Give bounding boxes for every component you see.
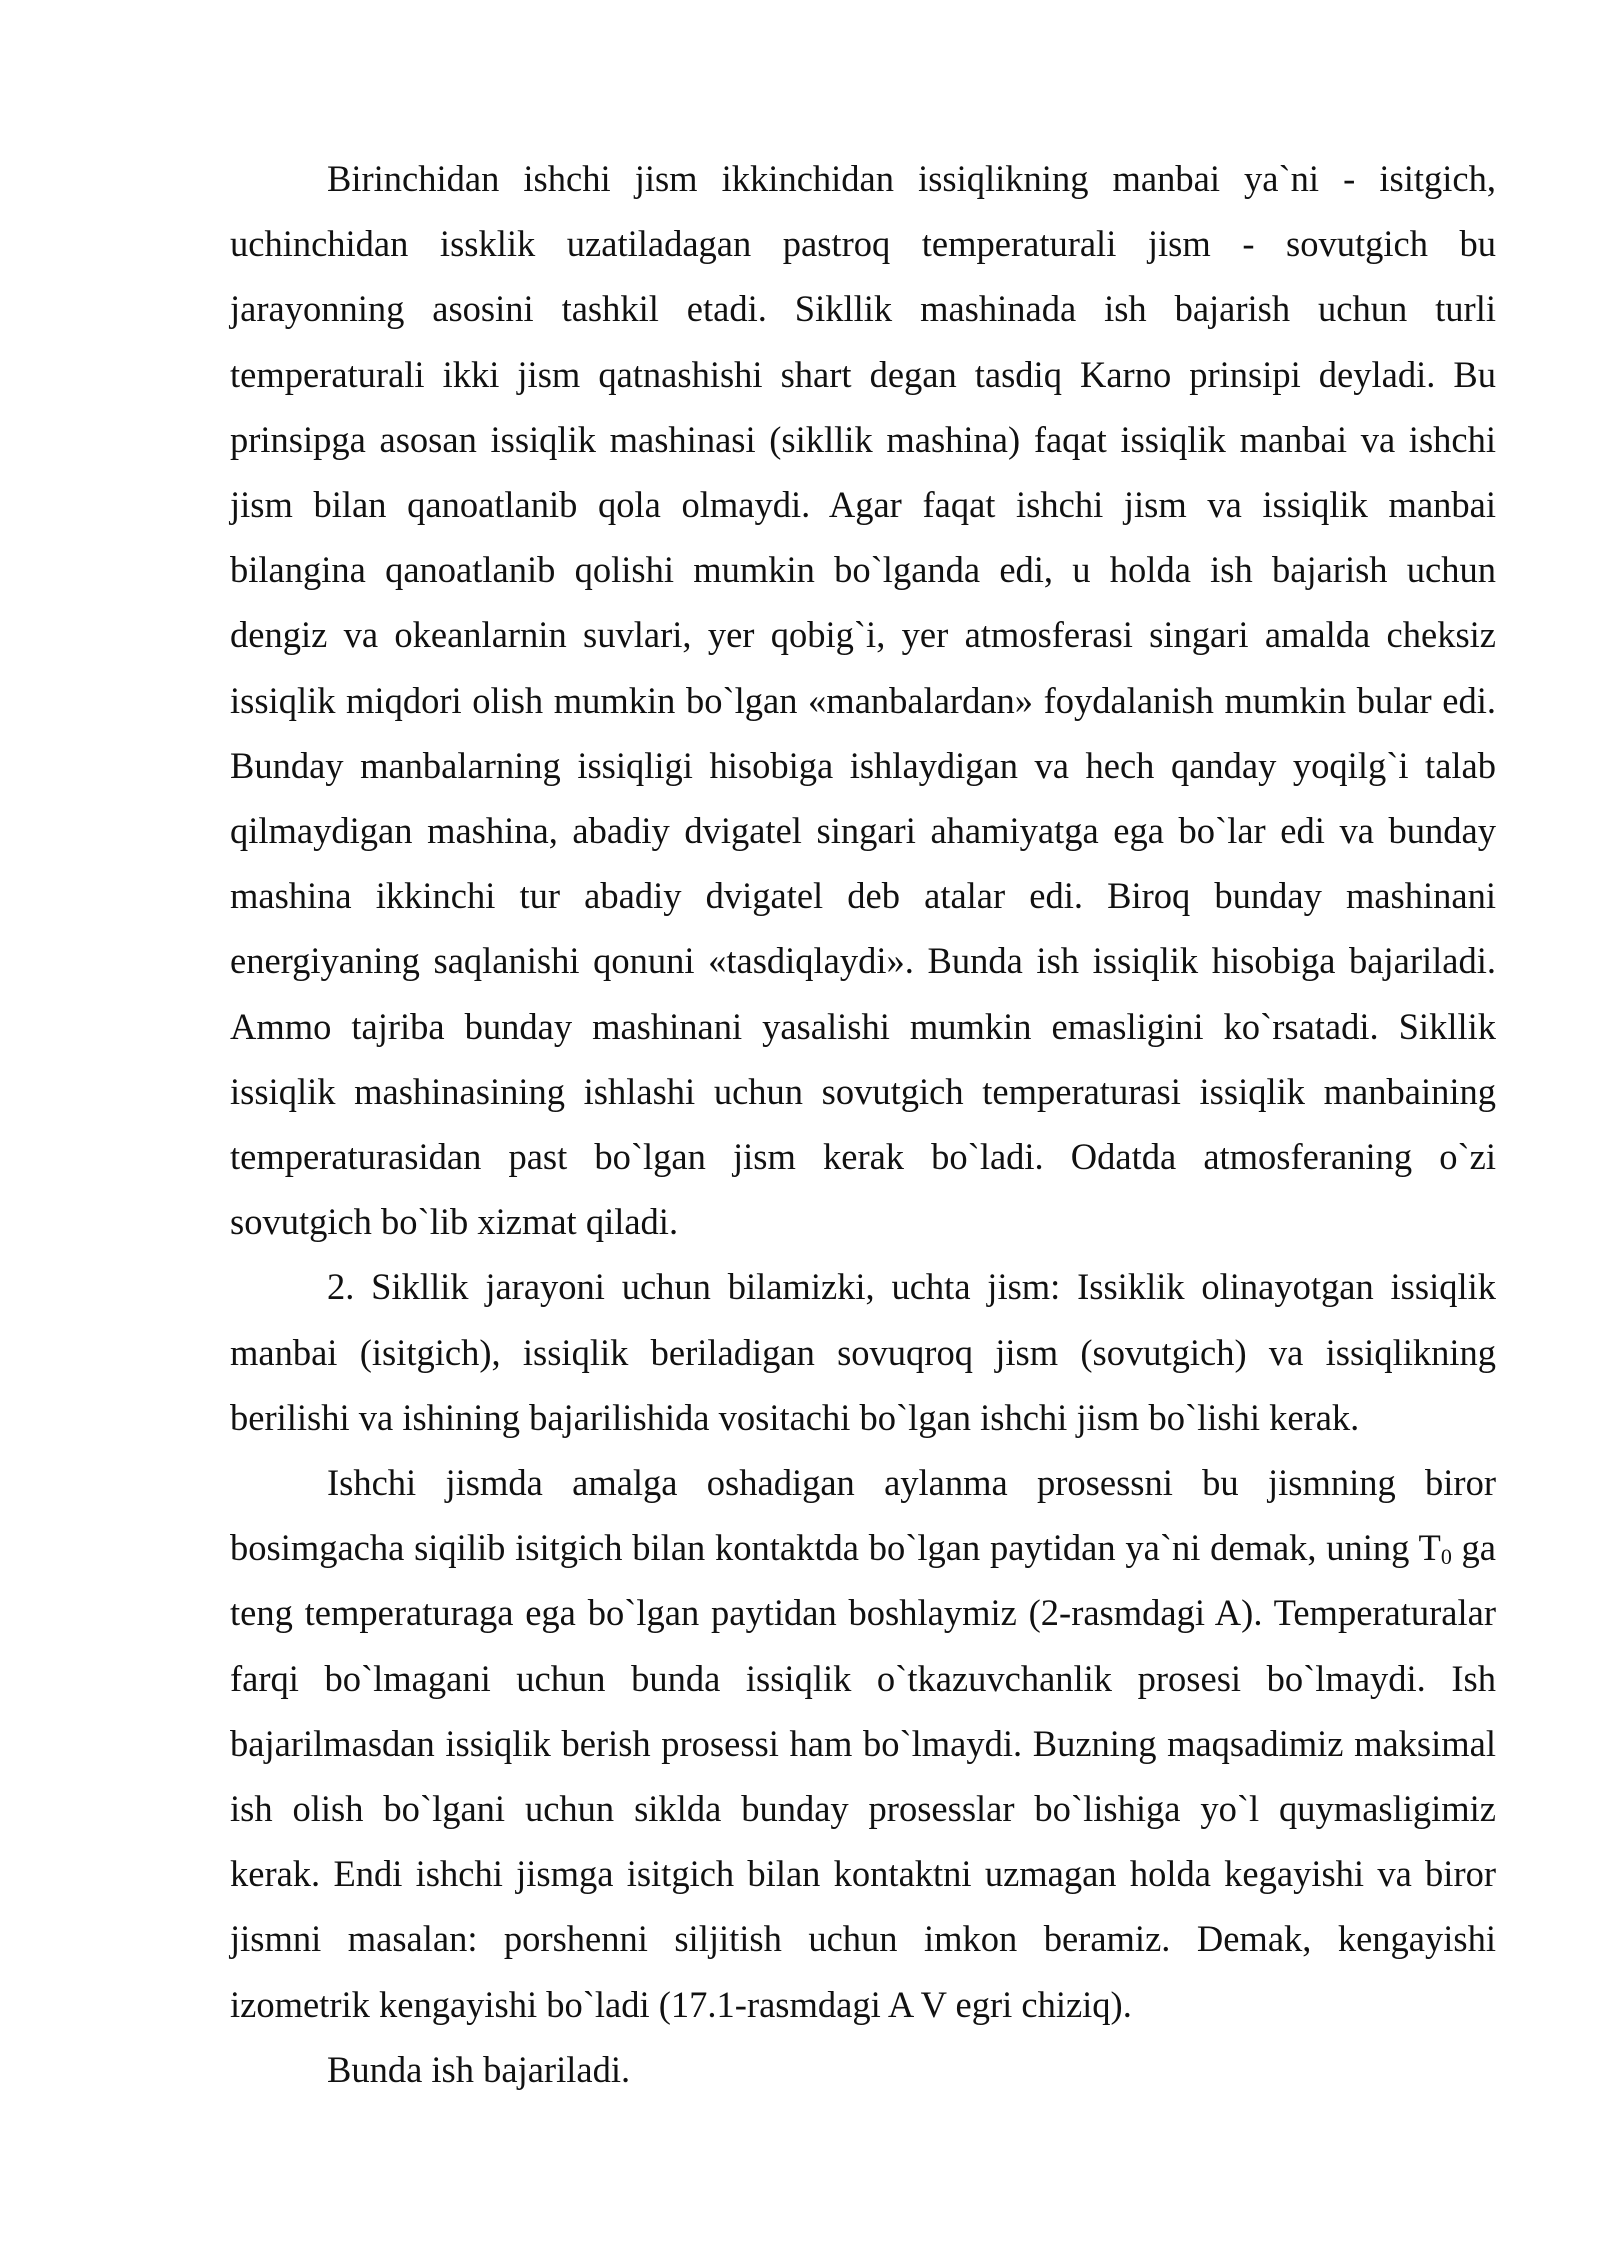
paragraph-3-text-after: ga teng temperaturaga ega bo`lgan paytidan boshlaymiz (2-rasmdagi A). Temperaturalar farqi bo`lmagani uchun bunda issiqlik o`tkazuvchanlik prosesi bo`lmaydi. Ish bajarilmasdan issiqlik berish prosessi ham bo`lmaydi. Buzning maqsadimiz maksimal ish olish bo`lgani uchun siklda bunday prosesslar bo`lishiga yo`l quymasligimiz kerak. Endi ishchi jismga isitgich bilan kontaktni uzmagan holda kegayishi va biror jismni masalan: porshenni siljitish uchun imkon beramiz. Demak, kengayishi izometrik kengayishi bo`ladi (17.1-rasmdagi A V egri chiziq). <box>230 1527 1497 2025</box>
document-page <box>230 146 1496 2102</box>
paragraph-3 <box>230 1450 1496 2037</box>
paragraph-4: Bunda ish bajariladi. <box>327 2048 631 2090</box>
paragraph-3-text-before: Ishchi jismda amalga oshadigan aylanma prosessni bu jismning biror bosimgacha siqilib isitgich bilan kontaktda bo`lgan paytidan ya`ni demak, uning T <box>230 1462 1496 1569</box>
paragraph-2: 2. Sikllik jarayoni uchun bilamizki, uchta jism: Issiklik olinayotgan issiqlik manbai (isitgich), issiqlik beriladigan sovuqroq jism (sovutgich) va issiqlikning berilishi va ishining bajarilishida vositachi bo`lgan ishchi jism bo`lishi kerak. <box>230 1266 1496 1438</box>
paragraph-1: Birinchidan ishchi jism ikkinchidan issiqlikning manbai ya`ni - isitgich, uchinchidan issklik uzatiladagan pastroq temperaturali jism - sovutgich bu jarayonning asosini tashkil etadi. Sikllik mashinada ish bajarish uchun turli temperaturali ikki jism qatnashishi shart degan tasdiq Karno prinsipi deyladi. Bu prinsipga asosan issiqlik mashinasi (sikllik mashina) faqat issiqlik manbai va ishchi jism bilan qanoatlanib qola olmaydi. Agar faqat ishchi jism va issiqlik manbai bilangina qanoatlanib qolishi mumkin bo`lganda edi, u holda ish bajarish uchun dengiz va okeanlarnin suvlari, yer qobig`i, yer atmosferasi singari amalda cheksiz issiqlik miqdori olish mumkin bo`lgan «manbalardan» foydalanish mumkin bular edi. Bunday manbalarning issiqligi hisobiga ishlaydigan va hech qanday yoqilg`i talab qilmaydigan mashina, abadiy dvigatel singari ahamiyatga ega bo`lar edi va bunday mashina ikkinchi tur abadiy dvigatel deb atalar edi. Biroq bunday mashinani energiyaning saqlanishi qonuni «tasdiqlaydi». Bunda ish issiqlik hisobiga bajariladi. Ammo tajriba bunday mashinani yasalishi mumkin emasligini ko`rsatadi. Sikllik issiqlik mashinasining ishlashi uchun sovutgich temperaturasi issiqlik manbaining temperaturasidan past bo`lgan jism kerak bo`ladi. Odatda atmosferaning o`zi sovutgich bo`lib xizmat qiladi. <box>230 158 1496 1243</box>
subscript-zero: 0 <box>1440 1544 1452 1570</box>
